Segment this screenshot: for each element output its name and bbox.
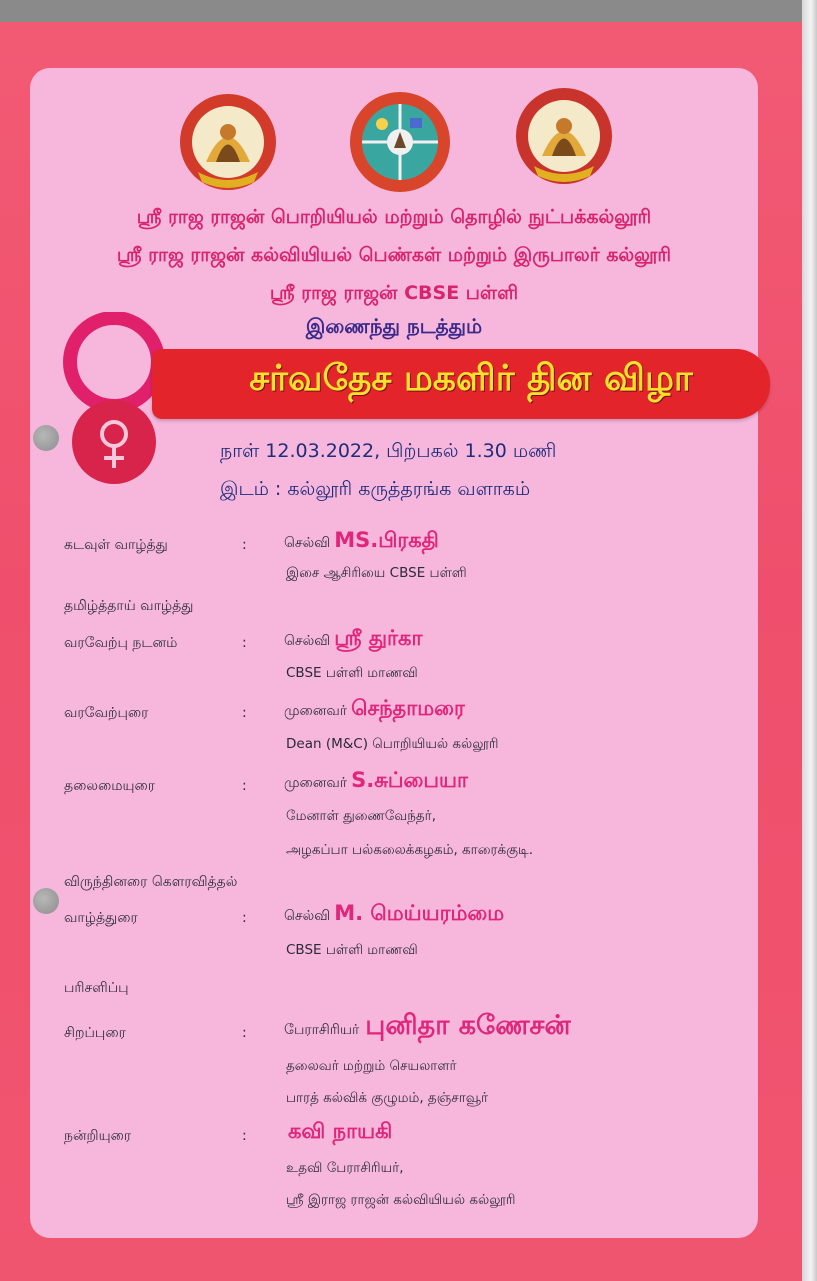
person-title: செல்வி <box>284 908 331 924</box>
program-label: வரவேற்பு நடனம் <box>64 635 178 651</box>
program-colon: : <box>242 537 247 553</box>
person-designation: Dean (M&C) பொறியியல் கல்லூரி <box>286 736 499 752</box>
school-logo-right-icon <box>512 86 616 190</box>
program-colon: : <box>242 778 247 794</box>
page-edge <box>802 0 817 1281</box>
person-name: S.சுப்பையா <box>351 768 468 792</box>
person-name: ஸ்ரீ துர்கா <box>334 626 423 650</box>
program-person <box>284 901 504 928</box>
person-affiliation: அழகப்பா பல்கலைக்கழகம், காரைக்குடி. <box>286 842 534 858</box>
person-name: புனிதா கணேசன் <box>365 1010 571 1041</box>
person-title: முனைவர் <box>284 775 348 791</box>
program-label: தலைமையுரை <box>64 778 155 794</box>
person-designation: மேனாள் துணைவேந்தர், <box>286 808 437 824</box>
event-title-banner <box>152 349 770 419</box>
person-designation: இசை ஆசிரியை CBSE பள்ளி <box>286 565 467 581</box>
person-title: செல்வி <box>284 633 331 649</box>
program-person <box>284 1119 392 1146</box>
person-designation: CBSE பள்ளி மாணவி <box>286 665 418 681</box>
program-person <box>284 696 465 723</box>
binder-hole <box>33 888 59 914</box>
program-colon: : <box>242 1128 247 1144</box>
program-label: நன்றியுரை <box>64 1128 132 1144</box>
person-title: பேராசிரியர் <box>284 1022 360 1038</box>
person-name: M. மெய்யரம்மை <box>334 901 505 925</box>
program-colon: : <box>242 635 247 651</box>
event-date-time: நாள் 12.03.2022, பிற்பகல் 1.30 மணி <box>220 440 557 462</box>
school-logo-left-icon <box>176 92 280 196</box>
program-label: பரிசளிப்பு <box>64 980 129 996</box>
person-designation: உதவி பேராசிரியர், <box>286 1160 404 1176</box>
program-label: சிறப்புரை <box>64 1025 126 1041</box>
event-venue: இடம் : கல்லூரி கருத்தரங்க வளாகம் <box>220 478 531 500</box>
program-label: விருந்தினரை கௌரவித்தல் <box>64 874 238 890</box>
event-title: சர்வதேச மகளிர் தின விழா <box>249 357 693 399</box>
person-name: செந்தாமரை <box>351 696 465 720</box>
college-emblem-center-icon <box>348 90 452 194</box>
program-person <box>284 768 468 795</box>
binder-hole <box>33 425 59 451</box>
program-colon: : <box>242 910 247 926</box>
program-person <box>284 626 422 653</box>
person-title: செல்வி <box>284 535 331 551</box>
program-person <box>284 1010 571 1045</box>
person-name: MS.பிரகதி <box>334 528 439 552</box>
program-colon: : <box>242 1025 247 1041</box>
program-label: வாழ்த்துரை <box>64 910 138 926</box>
person-name: கவி நாயகி <box>288 1119 393 1143</box>
person-affiliation: பாரத் கல்விக் குழுமம், தஞ்சாவூர் <box>286 1090 489 1106</box>
program-label: தமிழ்த்தாய் வாழ்த்து <box>64 598 194 614</box>
joint-organizing-text: இணைந்து நடத்தும் <box>305 314 483 338</box>
program-person <box>284 528 439 555</box>
person-title: முனைவர் <box>284 703 348 719</box>
person-designation: தலைவர் மற்றும் செயலாளர் <box>286 1058 457 1074</box>
person-affiliation: ஸ்ரீ இராஜ ராஜன் கல்வியியல் கல்லூரி <box>286 1192 516 1208</box>
person-designation: CBSE பள்ளி மாணவி <box>286 942 418 958</box>
program-label: வரவேற்புரை <box>64 705 149 721</box>
institution-name-3: ஸ்ரீ ராஜ ராஜன் CBSE பள்ளி <box>269 282 519 304</box>
program-colon: : <box>242 705 247 721</box>
institution-name-2: ஸ்ரீ ராஜ ராஜன் கல்வியியல் பெண்கள் மற்றும் இருபாலர் கல்லூரி <box>116 244 672 266</box>
program-label: கடவுள் வாழ்த்து <box>64 537 168 553</box>
institution-name-1: ஸ்ரீ ராஜ ராஜன் பொறியியல் மற்றும் தொழில் நுட்பக்கல்லூரி <box>136 206 652 228</box>
